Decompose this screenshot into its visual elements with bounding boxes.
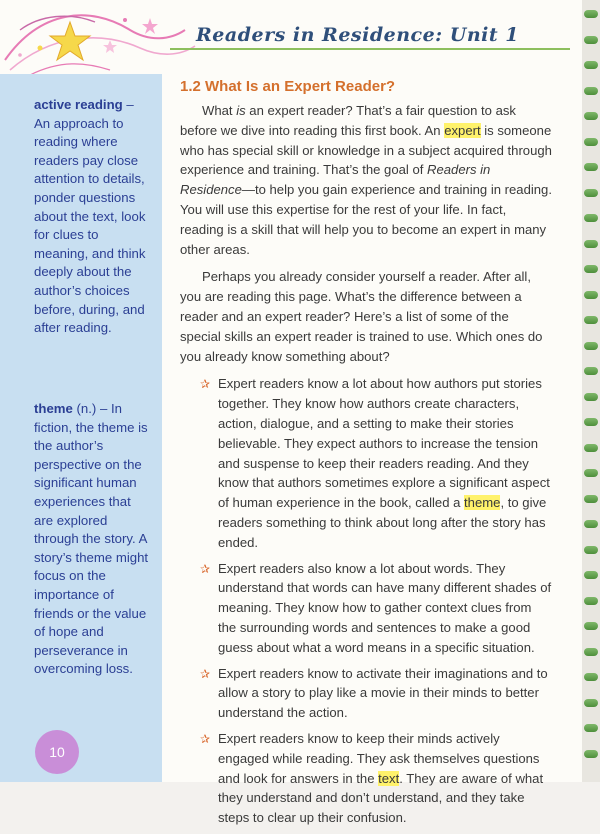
glossary-entry-active-reading: active reading – An approach to reading where readers pay close attention to details, ponder questions about the text, look for clues to meaning, and think deeply about the author’s choices before, during, and after reading. [34,97,146,336]
running-header-title: Readers in Residence: Unit 1 [196,24,520,46]
binding-ring [584,61,598,69]
highlighted-term-theme: theme [464,495,501,511]
binding-ring [584,138,598,146]
glossary-definition: In fiction, the theme is the author’s perspective on the significant human experiences that are explored through the story. A story’s theme might focus on the importance of friends or the value of hope and perseverance in overcoming loss. [34,401,149,677]
binding-ring [584,571,598,579]
binding-ring [584,367,598,375]
binding-ring [584,189,598,197]
page-number-badge [35,730,79,774]
binding-ring [584,87,598,95]
binding-ring [584,10,598,18]
binding-ring [584,112,598,120]
glossary-definition: An approach to reading where readers pay close attention to details, ponder questions about the text, look for clues to meaning, and think deeply about the author’s choices before, during, and after reading. [34,115,146,336]
list-item: ✰ Expert readers know a lot about how authors put stories together. They know how authors create characters, action, dialogue, and a setting to make their stories believable. They expect authors to increase the tension and suspense to keep their readers reading. And they know that authors sometimes explore a significant aspect of human experience in the book, called a theme, to give readers something to think about long after the story has ended. [200,376,550,550]
section-heading: 1.2 What Is an Expert Reader? [180,78,396,95]
binding-ring [584,342,598,350]
highlighted-term-text: text [378,770,400,786]
binding-ring [584,163,598,171]
star-bullet-icon: ✰ [200,377,211,392]
star-bullet-icon: ✰ [200,666,211,681]
highlighted-term-expert: expert [444,122,481,138]
binding-ring [584,546,598,554]
list-item: ✰ Expert readers know to keep their minds actively engaged while reading. They ask themselves questions and look for answers in the text. They are aware of what they understand and don’t understand, and they take steps to clear up their confusion. [200,730,544,826]
intro-paragraph: What is an expert reader? That’s a fair question to ask before we dive into reading this first book. An expert is someone who has special skill or knowledge in a subject acquired through experience and training. That’s the goal of Readers in Residence—to help you gain experience and training in reading. You will use this expertise for the rest of your life. In fact, reading is a skill that will help you to become an expert in many other areas. [180,103,552,257]
binding-ring [584,520,598,528]
spiral-binding [582,0,600,782]
skills-list [180,374,552,828]
glossary-entry-theme: theme (n.) – In fiction, the theme is the author’s perspective on the significant human experiences that are explored through the story. A story’s theme might focus on the importance of friends or the value of hope and perseverance in overcoming loss. [34,401,149,677]
binding-ring [584,214,598,222]
page-number: 10 [49,744,65,760]
star-bullet-icon: ✰ [200,561,211,576]
binding-ring [584,418,598,426]
swirl-decoration [0,0,220,80]
binding-ring [584,699,598,707]
list-item: ✰ Expert readers also know a lot about words. They understand that words can have many different shades of meaning. They know how to gather context clues from the surrounding words and sentences to make a good guess about what a word means in a specific situation. [200,560,552,655]
binding-ring [584,444,598,452]
main-content [180,78,552,834]
list-item: ✰ Expert readers know to activate their imaginations and to allow a story to play like a movie in their minds to better understand the action. [200,665,548,721]
binding-ring [584,750,598,758]
second-paragraph: Perhaps you already consider yourself a reader. After all, you are reading this page. What’s the difference between a reader and an expert reader? Here’s a list of some of the special skills an expert reader is trained to use. Which ones do you already know something about? [180,269,543,364]
binding-ring [584,36,598,44]
binding-ring [584,648,598,656]
binding-ring [584,495,598,503]
binding-ring [584,724,598,732]
binding-ring [584,240,598,248]
header-rule [170,48,570,50]
star-bullet-icon: ✰ [200,731,211,746]
binding-ring [584,291,598,299]
binding-ring [584,622,598,630]
binding-ring [584,597,598,605]
glossary-term: active reading [34,97,123,112]
binding-ring [584,469,598,477]
header [0,0,582,70]
glossary-term: theme [34,401,73,416]
binding-ring [584,393,598,401]
binding-ring [584,673,598,681]
binding-ring [584,316,598,324]
binding-ring [584,265,598,273]
